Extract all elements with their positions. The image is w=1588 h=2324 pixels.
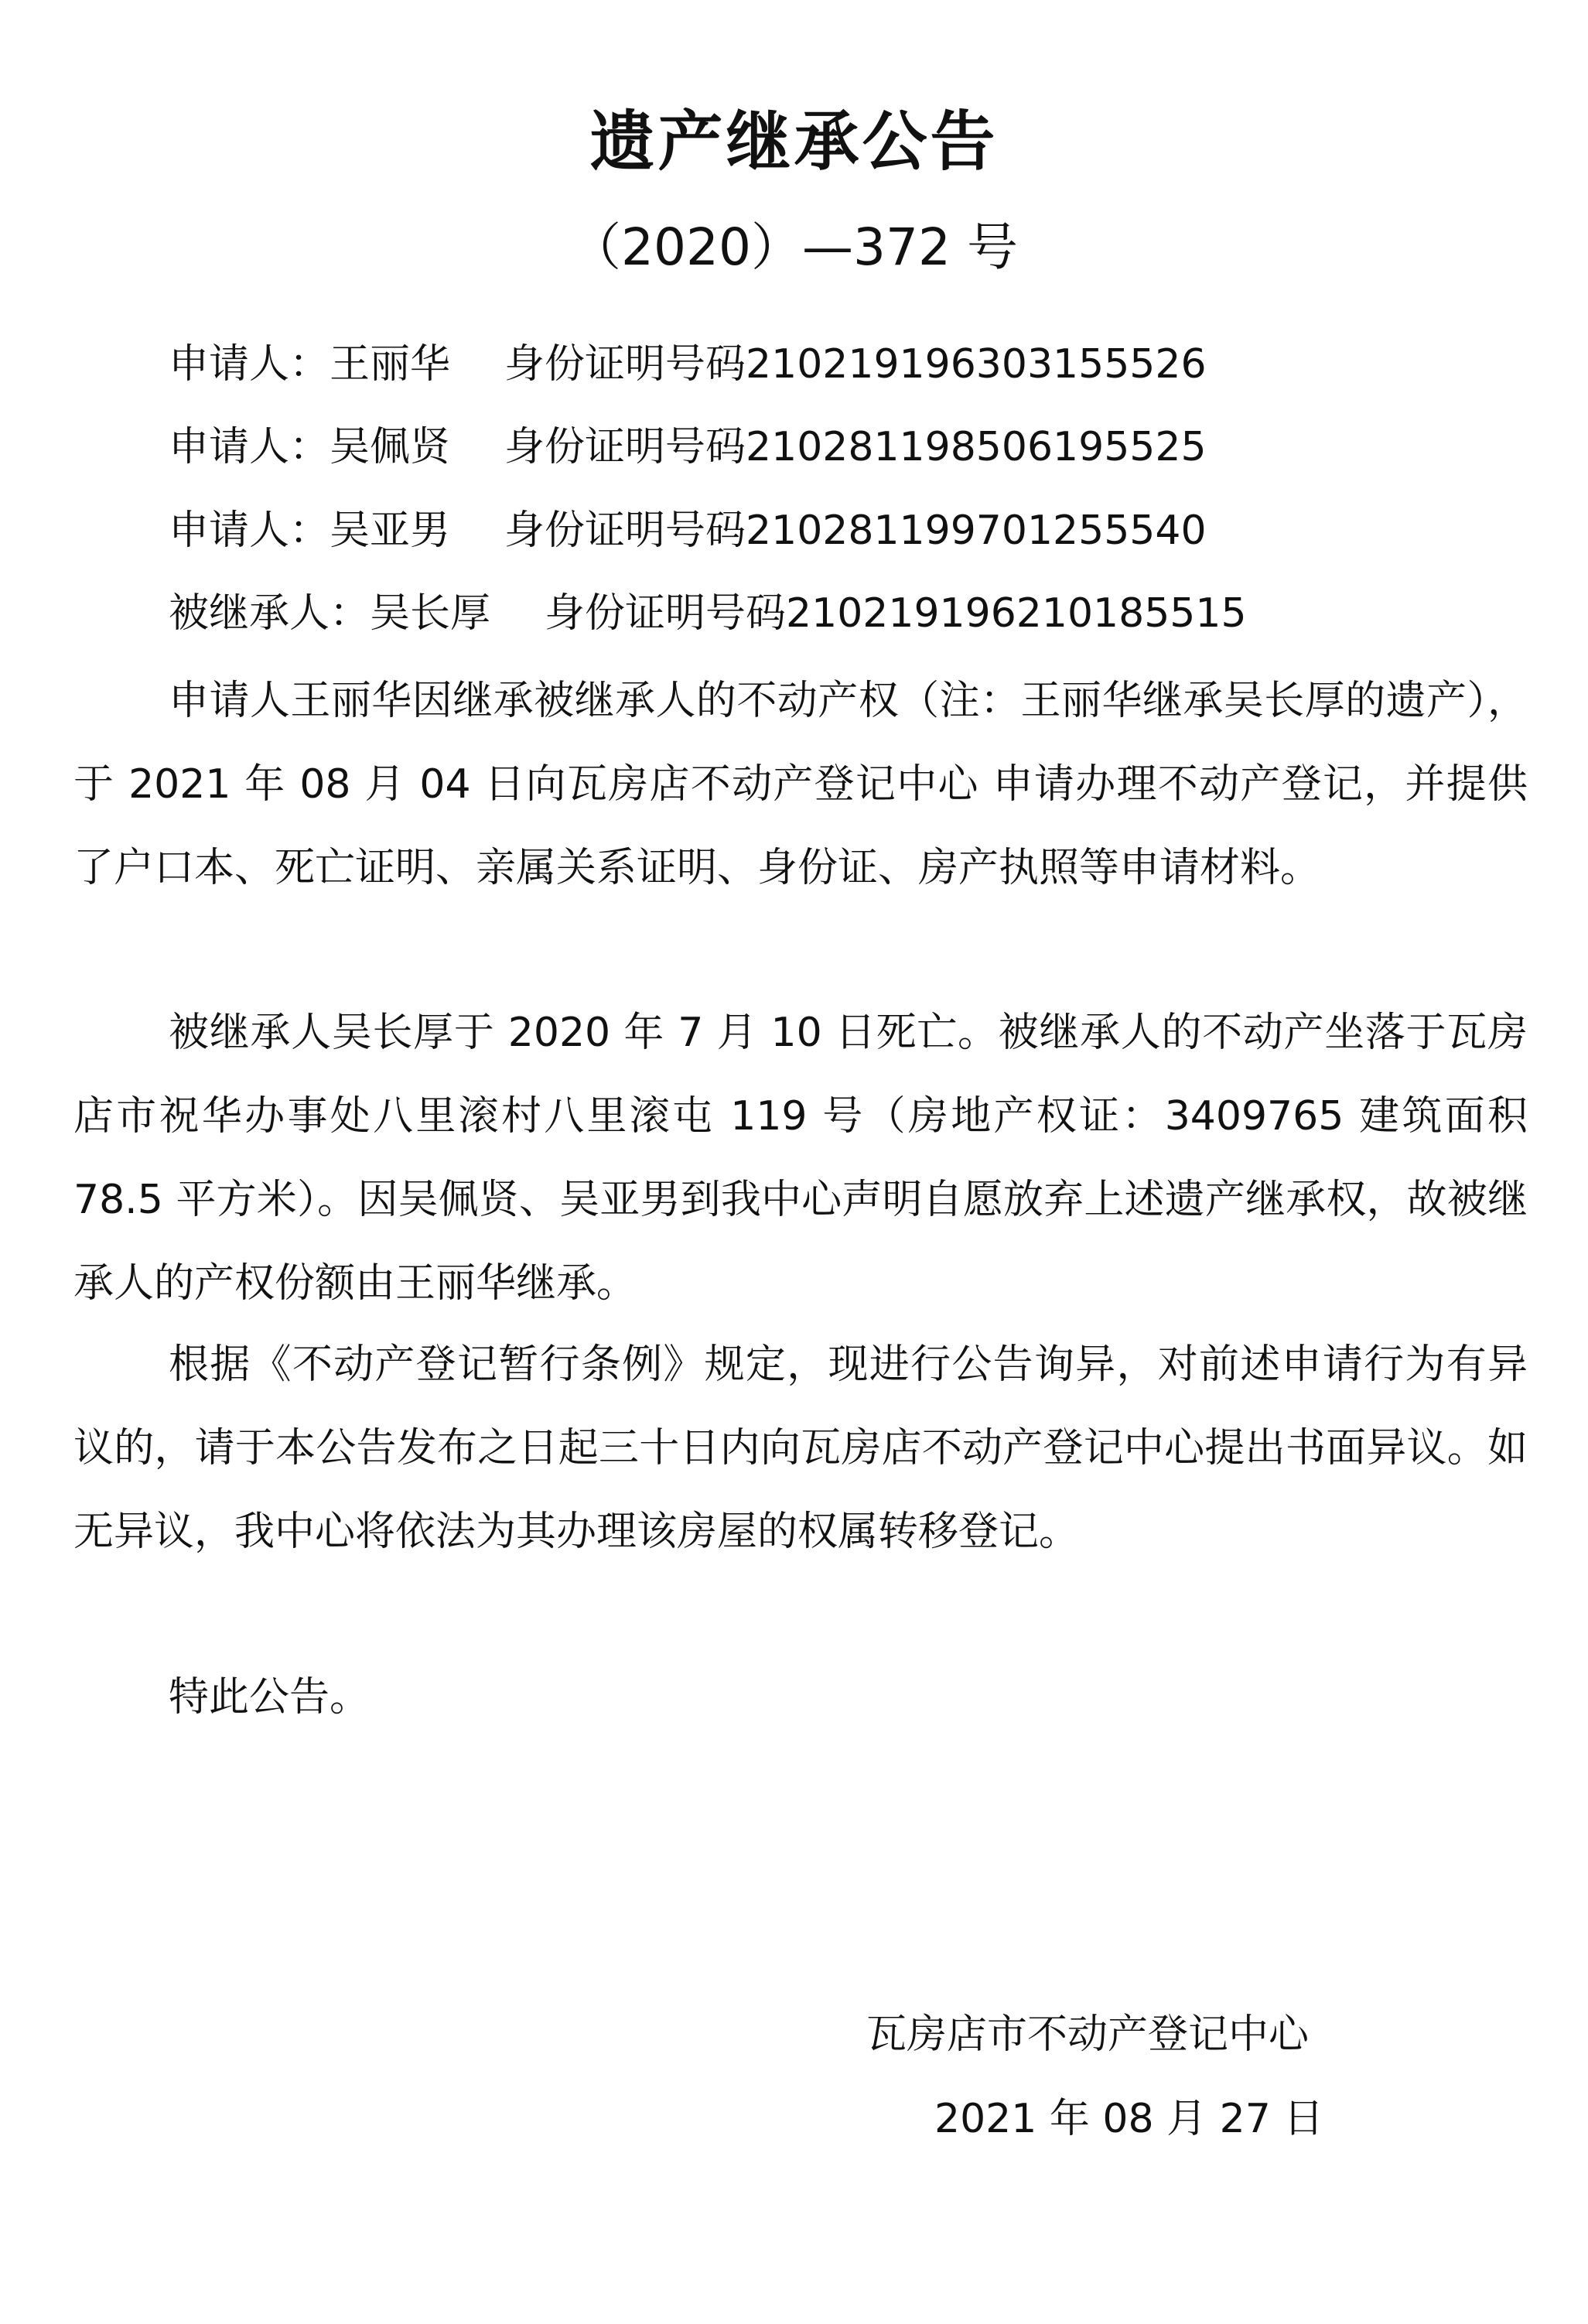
person-role: 申请人： [169,424,330,470]
id-label: 身份证明号码 [504,424,746,470]
person-name: 吴佩贤 [330,424,451,470]
id-label: 身份证明号码 [504,508,746,554]
person-role: 申请人： [169,508,330,554]
body-paragraph: 特此公告。 [169,1674,371,1721]
body-paragraph: 根据《不动产登记暂行条例》规定，现进行公告询异，对前述申请行为有异议的，请于本公告发布之日起三十日内向瓦房店不动产登记中心提出书面异议。如无异议，我中心将依法为其办理该房屋的权属转移登记。 [73,1341,1528,1555]
id-value: 210219196303155526 [746,341,1207,388]
body-paragraph: 申请人王丽华因继承被继承人的不动产权（注：王丽华继承吴长厚的遗产），于 2021 年 08 月 04 日向瓦房店不动产登记中心 申请办理不动产登记，并提供了户口本、死亡证明、亲属关系证明、身份证、房产执照等申请材料。 [73,678,1528,891]
person-name: 吴亚男 [330,508,451,554]
document-number: （2020）—372 号 [570,217,1018,277]
person-line [169,420,1207,474]
person-line [169,586,1247,641]
person-line [169,337,1207,391]
signature-date: 2021 年 08 月 27 日 [934,2096,1324,2142]
person-role: 被继承人： [169,590,371,637]
document-title: 遗产继承公告 [589,104,999,179]
id-value: 210219196210185515 [786,590,1247,637]
id-value: 210281198506195525 [746,424,1207,470]
id-value: 210281199701255540 [746,508,1207,554]
person-name: 吴长厚 [370,590,491,637]
signature-org: 瓦房店市不动产登记中心 [866,2011,1310,2058]
person-line [169,504,1207,558]
id-label: 身份证明号码 [504,341,746,388]
person-role: 申请人： [169,341,330,388]
body-paragraph: 被继承人吴长厚于 2020 年 7 月 10 日死亡。被继承人的不动产坐落于瓦房店市祝华办事处八里滚村八里滚屯 119 号（房地产权证：3409765 建筑面积 78.5 平方米）。因吴佩贤、吴亚男到我中心声明自愿放弃上述遗产继承权，故被继承人的产权份额由王丽华继承。 [73,1010,1528,1307]
id-label: 身份证明号码 [545,590,787,637]
person-name: 王丽华 [330,341,451,388]
